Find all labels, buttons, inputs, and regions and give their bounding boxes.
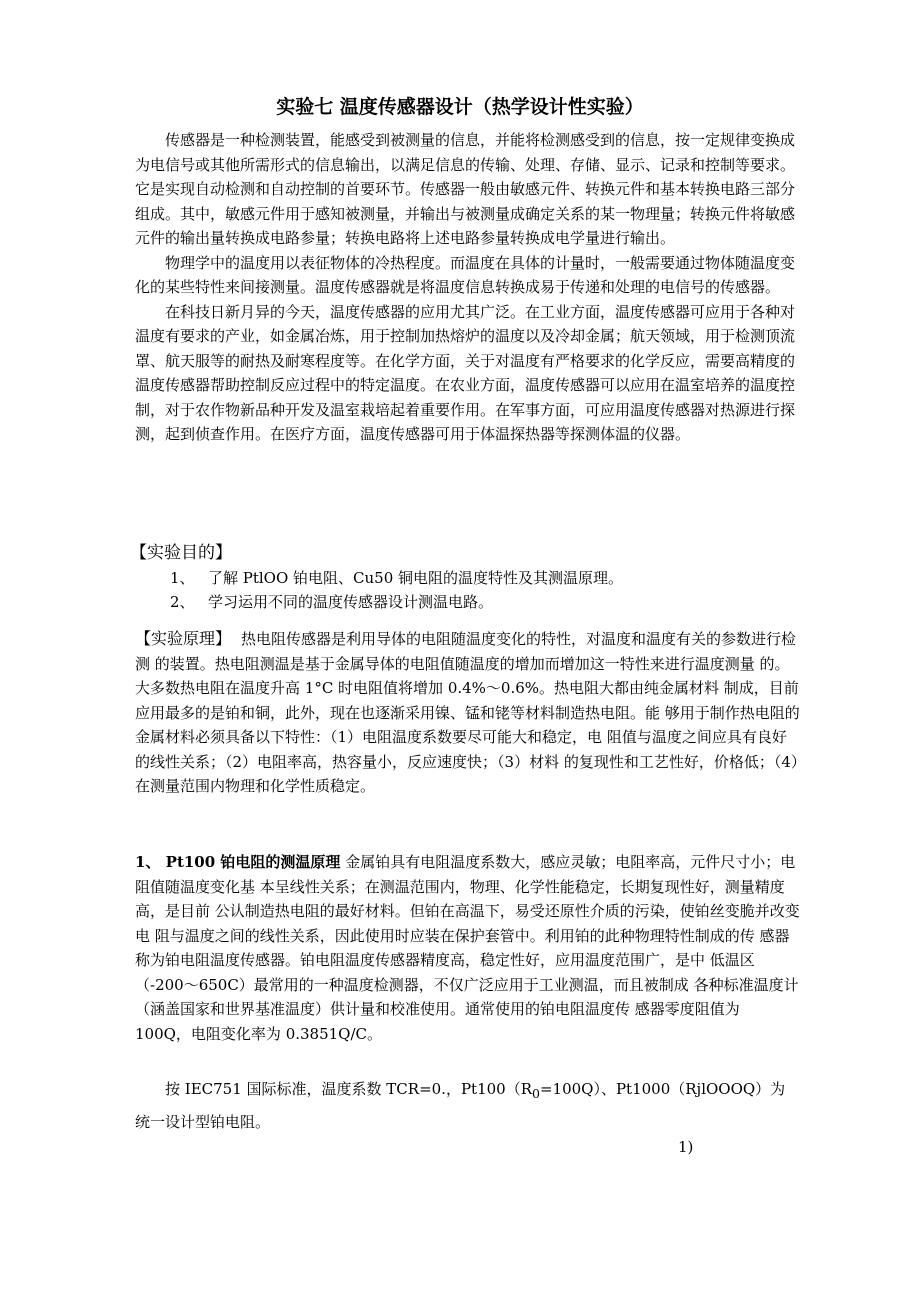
iec-text-suffix: =100Q）、Pt1000（RjlOOOQ）为 统一设计型铂电阻。 (135, 1080, 786, 1131)
page-number: 1) (678, 1138, 694, 1156)
principle-paragraph (135, 627, 800, 799)
purpose-item-1 (170, 566, 623, 590)
pt100-text: 金属铂具有电阻温度系数大，感应灵敏；电阻率高，元件尺寸小；电阻值随温度变化基 本呈线性关系；在测温范围内，物理、化学性能稳定，长期复现性好，测量精度高，是目前 公认制造热电阻的最好材料。但铂在高温下，易受还原性介质的污染，使铂丝变脆并改变电 阻与温度之间的线性关系，因此使用时应装在保护套管中。利用铂的此种物理特性制成的传 感器称为铂电阻温度传感器。铂电阻温度传感器精度高，稳定性好，应用温度范围广，是中 低温区（-200～650C）最常用的一种温度检测器，不仅广泛应用于工业测温，而且被制成 各种标准温度计（涵盖国家和世界基准温度）供计量和校准使用。通常使用的铂电阻温度传 感器零度阻值为 100Q，电阻变化率为 0.3851Q/C。 (135, 853, 800, 1043)
purpose-item-1-text: 了解 PtlOO 铂电阻、Cu50 铜电阻的温度特性及其测温原理。 (208, 569, 624, 587)
intro-paragraph-2: 物理学中的温度用以表征物体的冷热程度。而温度在具体的计量时，一般需要通过物体随温度变化的某些特性来间接测量。温度传感器就是将温度信息转换成易于传递和处理的电信号的传感器。 (135, 253, 796, 296)
page-title: 实验七 温度传感器设计（热学设计性实验） (276, 96, 644, 118)
intro-paragraph-1: 传感器是一种检测装置，能感受到被测量的信息，并能将检测感受到的信息，按一定规律变换成为电信号或其他所需形式的信息输出，以满足信息的传输、处理、存储、显示、记录和控制等要求。它是实现自动检测和自动控制的首要环节。传感器一般由敏感元件、转换元件和基本转换电路三部分组成。其中，敏感元件用于感知被测量，并输出与被测量成确定关系的某一物理量；转换元件将敏感元件的输出量转换成电路参量；转换电路将上述电路参量转换成电学量进行输出。 (135, 131, 796, 247)
iec-paragraph (135, 1075, 800, 1136)
principle-text: 热电阻传感器是利用导体的电阻随温度变化的特性，对温度和温度有关的参数进行检测 的装置。热电阻测温是基于金属导体的电阻值随温度的增加而增加这一特性来进行温度测量 的。大多数热电阻在温度升高 1°C 时电阻值将增加 0.4%～0.6%。热电阻大都由纯金属材料 制成，目前应用最多的是铂和铜，此外，现在也逐渐采用镍、锰和铑等材料制造热电阻。能 够用于制作热电阻的金属材料必须具备以下特性：（1）电阻温度系数要尽可能大和稳定，电 阻值与温度之间应具有良好的线性关系；（2）电阻率高，热容量小，反应速度快；（3）材料 的复现性和工艺性好，价格低；（4）在测量范围内物理和化学性质稳定。 (135, 630, 800, 795)
purpose-item-1-number: 1、 (170, 569, 195, 587)
purpose-heading: 【实验目的】 (130, 543, 232, 563)
pt100-heading: 1、 Pt100 铂电阻的测温原理 (135, 853, 341, 871)
iec-text-prefix: 按 IEC751 国际标准，温度系数 TCR=0.，Pt100（R (165, 1080, 532, 1098)
intro-section (135, 128, 800, 447)
purpose-item-2 (170, 590, 493, 614)
iec-subscript: 0 (532, 1086, 540, 1101)
pt100-section (135, 850, 800, 1046)
intro-paragraph-3: 在科技日新月异的今天，温度传感器的应用尤其广泛。在工业方面，温度传感器可应用于各种对温度有要求的产业，如金属冶炼，用于控制加热熔炉的温度以及冷却金属；航天领域，用于检测顶流罩、航天服等的耐热及耐寒程度等。在化学方面，关于对温度有严格要求的化学反应，需要高精度的温度传感器帮助控制反应过程中的特定温度。在农业方面，温度传感器可以应用在温室培养的温度控制，对于农作物新品种开发及温室栽培起着重要作用。在军事方面，可应用温度传感器对热源进行探测，起到侦查作用。在医疗方面，温度传感器可用于体温探热器等探测体温的仪器。 (135, 302, 796, 443)
purpose-item-2-text: 学习运用不同的温度传感器设计测温电路。 (208, 593, 494, 611)
principle-heading: 【实验原理】 (135, 629, 232, 648)
purpose-item-2-number: 2、 (170, 593, 195, 611)
